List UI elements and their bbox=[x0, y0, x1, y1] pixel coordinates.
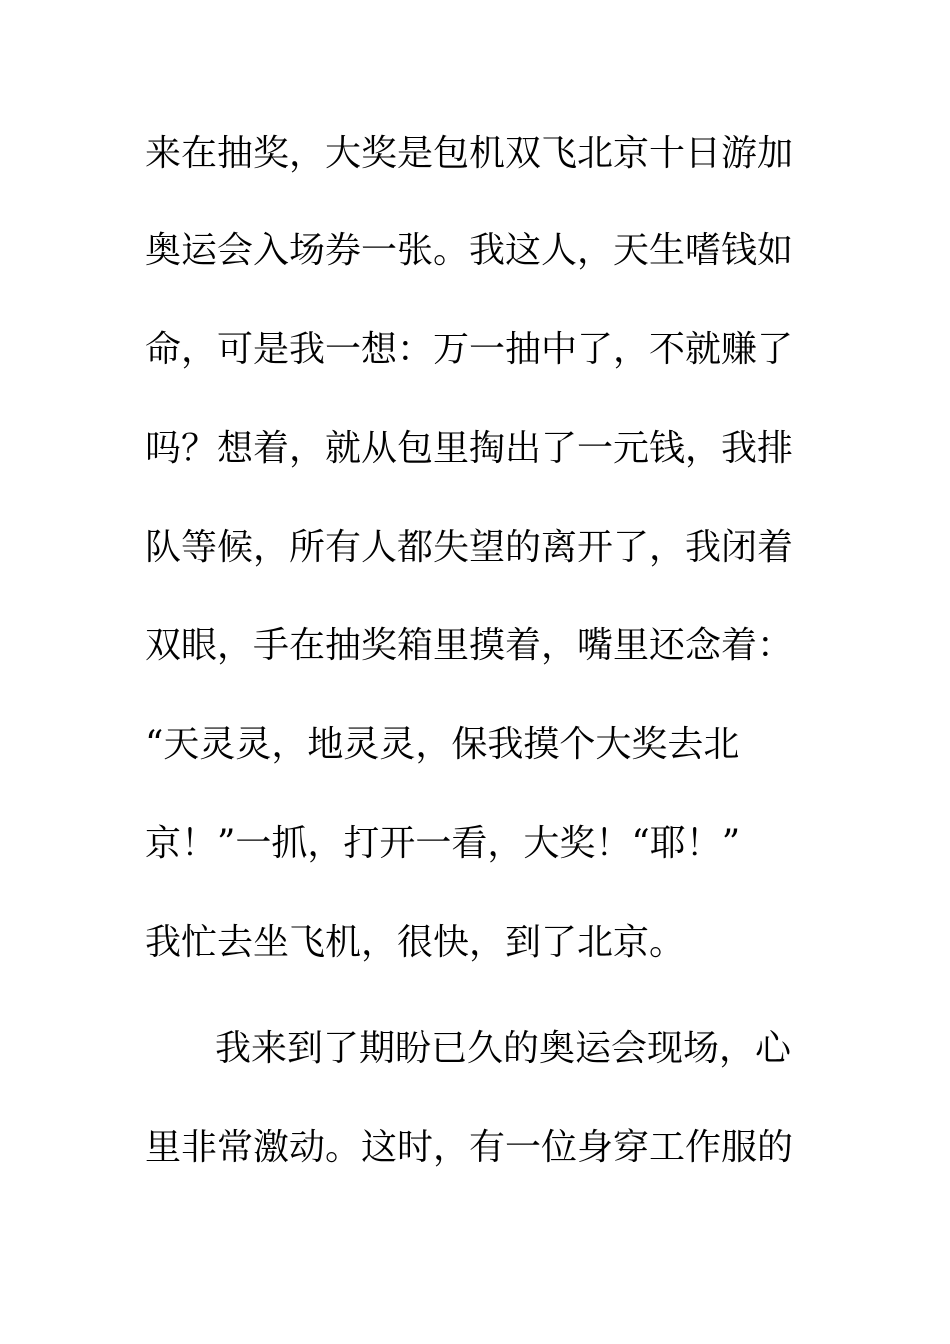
text-line: 来在抽奖，大奖是包机双飞北京十日游加 bbox=[145, 133, 794, 174]
text-line: 我忙去坐飞机，很快，到了北京。 bbox=[145, 922, 686, 963]
text-line: 里非常激动。这时，有一位身穿工作服的 bbox=[145, 1127, 794, 1168]
text-line: 吗？想着，就从包里掏出了一元钱，我排 bbox=[145, 428, 794, 469]
text-line: 奥运会入场券一张。我这人，天生嗜钱如 bbox=[145, 230, 794, 271]
text-line: 队等候，所有人都失望的离开了，我闭着 bbox=[145, 527, 794, 568]
text-line: 命，可是我一想：万一抽中了，不就赚了 bbox=[145, 329, 794, 370]
text-line: 双眼，手在抽奖箱里摸着，嘴里还念着： bbox=[145, 625, 794, 666]
paragraph-first-line: 我来到了期盼已久的奥运会现场，心 bbox=[215, 1028, 792, 1069]
text-line: 京！”一抓，打开一看，大奖！“耶！” bbox=[145, 823, 741, 864]
text-line: “天灵灵，地灵灵，保我摸个大奖去北 bbox=[145, 724, 740, 765]
